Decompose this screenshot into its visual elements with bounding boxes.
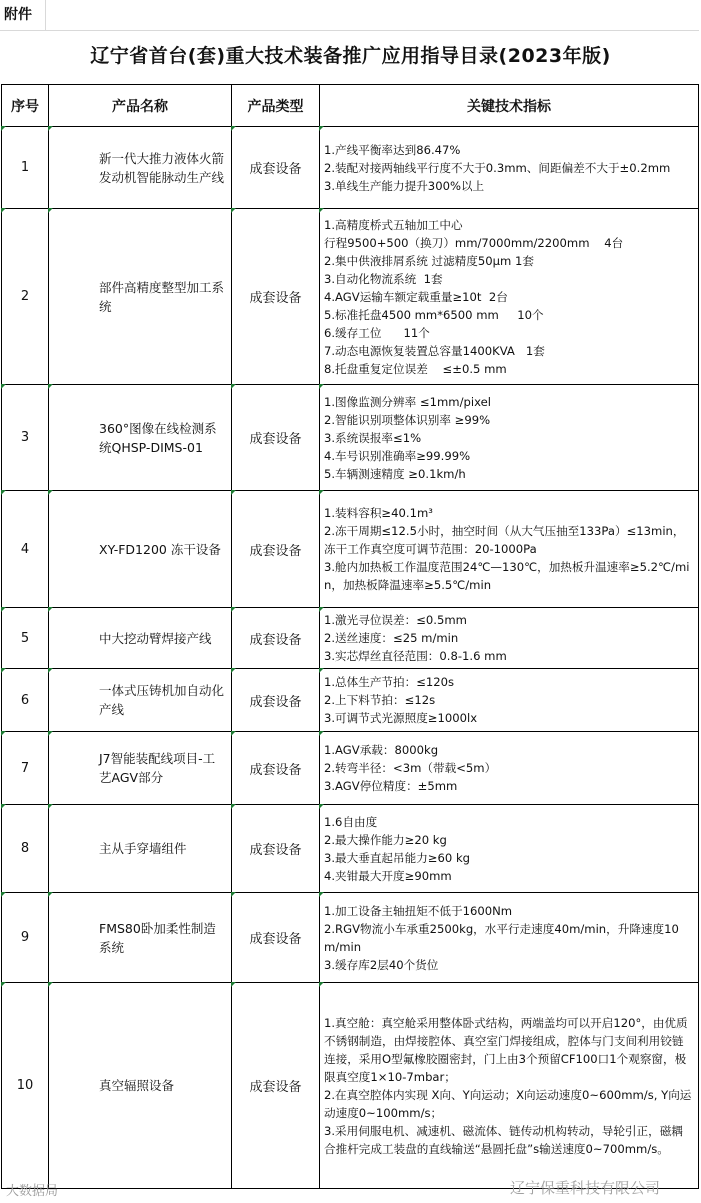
spec-line: 3.采用伺服电机、减速机、磁流体、链传动机构转动，导轮引正，磁耦合推杆完成工装盘的直线输送“悬圆托盘”s输送速度0~700mm/s。	[324, 1123, 683, 1156]
row-seq: 5	[2, 608, 49, 669]
table-row	[2, 893, 699, 983]
header-key-specs: 关键技术指标	[320, 85, 699, 127]
spec-line: 1.AGV承载：8000kg	[324, 743, 439, 757]
row-product-type: 成套设备	[232, 127, 320, 209]
row-product-name: J7智能装配线项目-工艺AGV部分	[49, 732, 232, 805]
spec-line: 1.装料容积≥40.1m³	[324, 506, 433, 520]
row-product-type: 成套设备	[232, 983, 320, 1189]
row-product-name: FMS80卧加柔性制造系统	[49, 893, 232, 983]
spec-line: 2.冻干周期≤12.5小时，抽空时间（从大气压抽至133Pa）≤13min，冻干工作真空度可调节范围：20-1000Pa	[324, 524, 685, 556]
row-product-name: 真空辐照设备	[49, 983, 232, 1189]
row-product-name: XY-FD1200 冻干设备	[49, 491, 232, 608]
spec-line: 2.转弯半径：<3m（带载<5m）	[324, 761, 497, 775]
spec-line: 1.真空舱：真空舱采用整体卧式结构，两端盖均可以开启120°，由优质不锈钢制造，由焊接腔体、真空室门焊接组成，腔体与门支间利用铰链连接，采用O型氟橡胶圈密封，门上由3个预留CF100口1个观察窗，极限真空度1×10-7mbar；	[324, 1015, 688, 1084]
spec-line: 1.高精度桥式五轴加工中心	[324, 217, 463, 232]
spec-line: 1.图像监测分辨率 ≤1mm/pixel	[324, 394, 491, 409]
watermark-left: 大数据局	[6, 1184, 59, 1199]
spec-line: 3.可调节式光源照度≥1000lx	[324, 711, 478, 725]
row-seq: 6	[2, 669, 49, 732]
spec-line: 1.加工设备主轴扭矩不低于1600Nm	[324, 903, 513, 918]
spec-line: 2.智能识别项整体识别率 ≥99%	[324, 412, 491, 427]
row-key-specs	[320, 209, 699, 385]
row-seq: 3	[2, 385, 49, 491]
spec-line: 2.最大操作能力≥20 kg	[324, 832, 447, 847]
row-seq: 10	[2, 983, 49, 1189]
row-product-name: 新一代大推力液体火箭发动机智能脉动生产线	[49, 127, 232, 209]
spec-line: 5.车辆测速精度 ≥0.1km/h	[324, 466, 466, 481]
header-product-name: 产品名称	[49, 85, 232, 127]
table-row	[2, 983, 699, 1189]
watermark-right: 辽宁保重科技有限公司	[510, 1179, 661, 1197]
spec-line: 2.集中供液排屑系统 过滤精度50μm 1套	[324, 253, 534, 268]
row-product-type: 成套设备	[232, 608, 320, 669]
row-product-type: 成套设备	[232, 805, 320, 893]
table-row	[2, 732, 699, 805]
row-key-specs	[320, 608, 699, 669]
spec-line: 4.车号识别准确率≥99.99%	[324, 448, 471, 463]
spec-line: 3.舱内加热板工作温度范围24℃—130℃，加热板升温速率≥5.2℃/min，加热板降温速率≥5.5℃/min	[324, 560, 690, 592]
spec-line: 3.系统误报率≤1%	[324, 430, 422, 445]
table-header-row	[2, 85, 699, 127]
annex-row	[0, 0, 699, 31]
row-product-name: 360°图像在线检测系统QHSP-DIMS-01	[49, 385, 232, 491]
spec-line: 1.6自由度	[324, 814, 378, 829]
spec-line: 1.激光寻位误差：≤0.5mm	[324, 613, 467, 627]
spec-line: 行程9500+500（换刀）mm/7000mm/2200mm 4台	[324, 235, 624, 250]
spec-line: 5.标准托盘4500 mm*6500 mm 10个	[324, 307, 544, 322]
spec-line: 3.单线生产能力提升300%以上	[324, 178, 485, 193]
row-product-type: 成套设备	[232, 893, 320, 983]
row-seq: 9	[2, 893, 49, 983]
spec-line: 7.动态电源恢复装置总容量1400KVA 1套	[324, 343, 545, 358]
annex-label: 附件	[0, 0, 46, 30]
row-seq: 2	[2, 209, 49, 385]
row-key-specs	[320, 127, 699, 209]
spec-line: 4.AGV运输车额定载重量≥10t 2台	[324, 289, 508, 304]
table-row	[2, 127, 699, 209]
spec-line: 3.自动化物流系统 1套	[324, 271, 443, 286]
row-product-type: 成套设备	[232, 669, 320, 732]
spec-line: 3.最大垂直起吊能力≥60 kg	[324, 850, 471, 865]
spec-line: 3.实芯焊丝直径范围：0.8-1.6 mm	[324, 649, 507, 663]
row-product-type: 成套设备	[232, 491, 320, 608]
spec-line: 2.在真空腔体内实现 X向、Y向运动；X向运动速度0~600mm/s, Y向运动速度0~100mm/s；	[324, 1087, 692, 1120]
spec-line: 2.RGV物流小车承重2500kg，水平行走速度40m/min，升降速度10m/min	[324, 921, 679, 954]
spec-line: 2.上下料节拍：≤12s	[324, 693, 436, 707]
spec-line: 2.装配对接两轴线平行度不大于0.3mm、间距偏差不大于±0.2mm	[324, 160, 671, 175]
spec-line: 3.缓存库2层40个货位	[324, 957, 439, 972]
spec-line: 3.AGV停位精度：±5mm	[324, 779, 458, 793]
table-row	[2, 385, 699, 491]
row-key-specs	[320, 983, 699, 1189]
row-product-name: 中大挖动臂焊接产线	[49, 608, 232, 669]
row-product-name: 一体式压铸机加自动化产线	[49, 669, 232, 732]
row-key-specs	[320, 893, 699, 983]
document-title: 辽宁省首台(套)重大技术装备推广应用指导目录(2023年版)	[90, 45, 611, 67]
table-row	[2, 209, 699, 385]
row-product-name: 主从手穿墙组件	[49, 805, 232, 893]
table-row	[2, 608, 699, 669]
row-product-name: 部件高精度整型加工系统	[49, 209, 232, 385]
row-key-specs	[320, 805, 699, 893]
row-seq: 7	[2, 732, 49, 805]
table-row	[2, 669, 699, 732]
header-product-type: 产品类型	[232, 85, 320, 127]
row-key-specs	[320, 491, 699, 608]
table-row	[2, 491, 699, 608]
spec-line: 8.托盘重复定位误差 ≤±0.5 mm	[324, 361, 507, 376]
row-product-type: 成套设备	[232, 385, 320, 491]
spec-line: 4.夹钳最大开度≥90mm	[324, 868, 452, 883]
row-key-specs	[320, 732, 699, 805]
spec-line: 1.产线平衡率达到86.47%	[324, 142, 461, 157]
catalog-table	[1, 84, 699, 1189]
row-product-type: 成套设备	[232, 732, 320, 805]
row-key-specs	[320, 669, 699, 732]
row-product-type: 成套设备	[232, 209, 320, 385]
spec-line: 1.总体生产节拍：≤120s	[324, 675, 455, 689]
table-row	[2, 805, 699, 893]
spec-line: 2.送丝速度：≤25 m/min	[324, 631, 459, 645]
row-seq: 1	[2, 127, 49, 209]
row-seq: 4	[2, 491, 49, 608]
row-key-specs	[320, 385, 699, 491]
spec-line: 6.缓存工位 11个	[324, 325, 430, 340]
table-body	[2, 127, 699, 1189]
row-seq: 8	[2, 805, 49, 893]
header-seq: 序号	[2, 85, 49, 127]
